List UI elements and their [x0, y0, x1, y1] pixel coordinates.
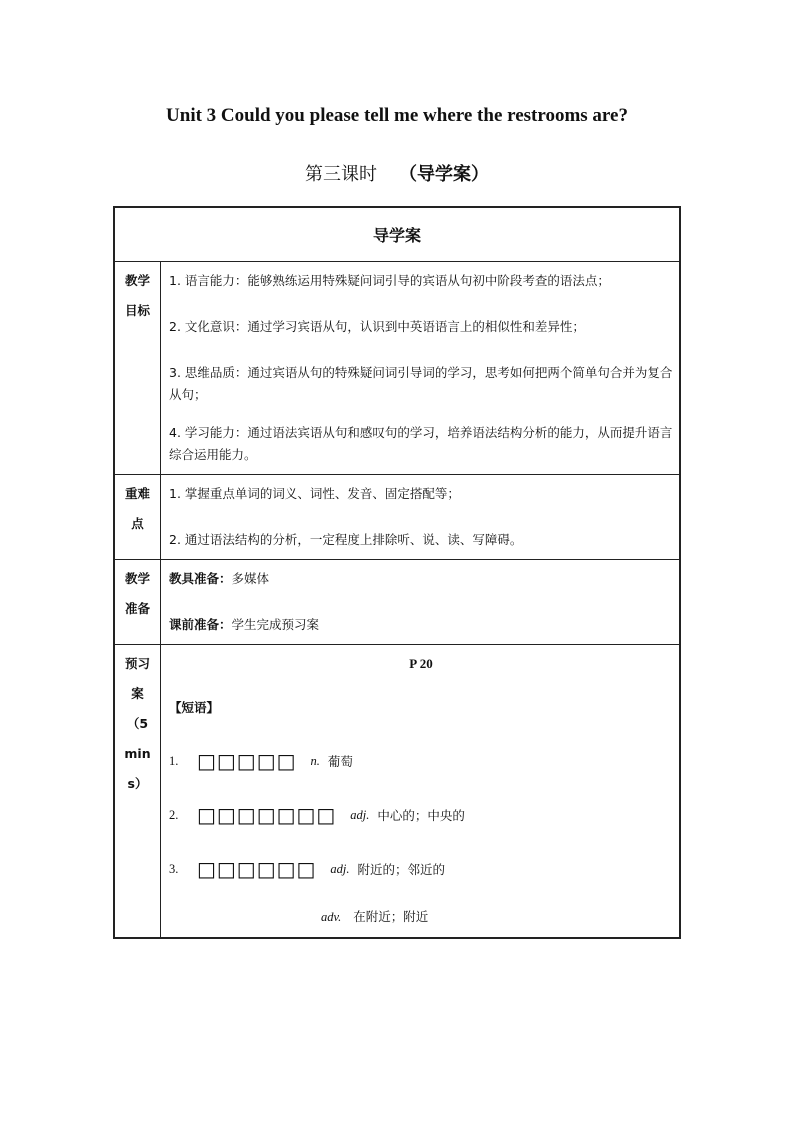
vocab-extra-def: adv. 在附近；附近	[321, 909, 429, 924]
goals-label-cell	[114, 262, 161, 475]
blank-boxes: □□□□□	[197, 749, 297, 773]
table-header: 导学案	[114, 207, 680, 262]
lesson-label: 第三课时	[305, 164, 377, 185]
goal-item: 4. 学习能力：通过语法宾语从句和感叹句的学习，培养语法结构分析的能力，从而提升语言综合运用能力。	[169, 425, 673, 462]
goals-content	[161, 262, 681, 475]
key-point-item: 1. 掌握重点单词的词义、词性、发音、固定搭配等；	[169, 486, 460, 501]
vocab-item: 2. □□□□□□□ adj. 中心的；中央的	[169, 803, 465, 827]
key-point-item: 2. 通过语法结构的分析，一定程度上排除听、说、读、写障碍。	[169, 532, 523, 547]
prep-content	[161, 560, 681, 645]
section-heading: 【短语】	[169, 700, 220, 715]
lesson-table	[113, 206, 681, 939]
preview-label-cell	[114, 645, 161, 939]
vocab-item: 1. □□□□□ n. 葡萄	[169, 749, 353, 773]
document-subtitle	[0, 160, 794, 186]
prep-label-cell	[114, 560, 161, 645]
key-points-label: 重难点	[124, 486, 150, 531]
key-points-content	[161, 475, 681, 560]
key-points-label-cell	[114, 475, 161, 560]
goal-item: 3. 思维品质：通过宾语从句的特殊疑问词引导词的学习，思考如何把两个简单句合并为复合从句；	[169, 365, 673, 402]
goal-item: 1. 语言能力：能够熟练运用特殊疑问词引导的宾语从句初中阶段考查的语法点；	[169, 273, 610, 288]
preview-label: 预习案（5 mins）	[124, 656, 151, 791]
vocab-item: 3. □□□□□□ adj. 附近的；邻近的	[169, 857, 446, 881]
lesson-type: （导学案）	[399, 164, 489, 185]
goal-item: 2. 文化意识：通过学习宾语从句，认识到中英语语言上的相似性和差异性；	[169, 319, 585, 334]
document-title: Unit 3 Could you please tell me where the restrooms are?	[166, 105, 628, 126]
blank-boxes: □□□□□□□	[197, 803, 337, 827]
preview-content	[161, 645, 681, 939]
blank-boxes: □□□□□□	[197, 857, 317, 881]
prep-item: 课前准备：学生完成预习案	[169, 617, 320, 632]
prep-item: 教具准备：多媒体	[169, 571, 270, 586]
page-number: P 20	[409, 656, 433, 671]
goals-label: 教学目标	[124, 273, 150, 318]
prep-label: 教学准备	[124, 571, 150, 616]
